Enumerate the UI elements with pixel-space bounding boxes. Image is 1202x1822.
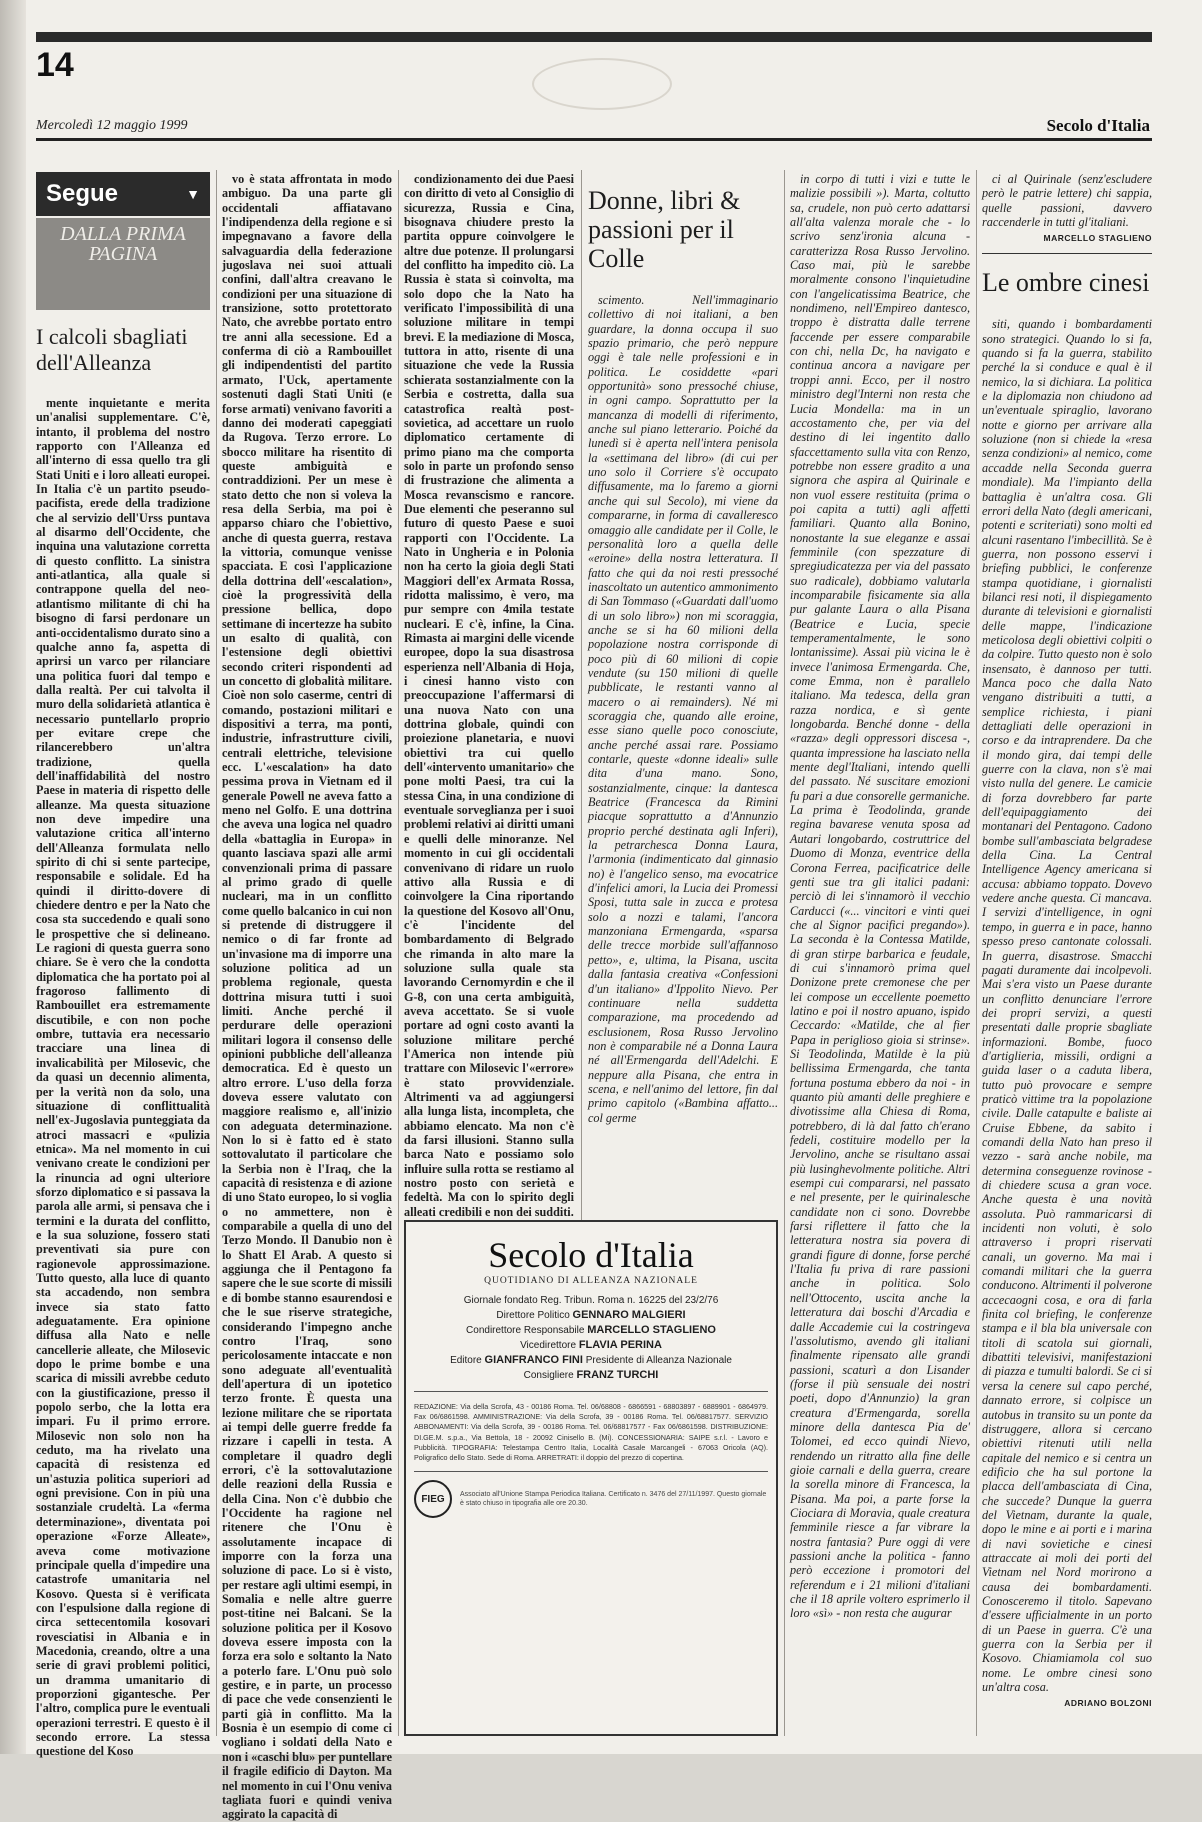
segue-banner xyxy=(36,172,210,216)
archive-stamp xyxy=(532,58,672,110)
article-signature: MARCELLO STAGLIENO xyxy=(1043,233,1152,244)
column-4 xyxy=(588,172,778,1212)
page-number: 14 xyxy=(36,46,74,84)
header-rule xyxy=(36,138,1152,141)
column-divider xyxy=(216,170,217,1736)
adviser-name: FRANZ TURCHI xyxy=(576,1369,659,1381)
article-body-continued: ci al Quirinale (senz'escludere però le patrie lettere) chi sappia, quelle passioni, davvero raccenderle in tutti gl'italiani. xyxy=(982,172,1152,230)
masthead-footer xyxy=(414,1480,768,1518)
article-body-continued: vo è stata affrontata in modo ambiguo. Da una parte gli occidentali affiatavano l'indipendenza della regione e si impegnavano a favore della salvaguardia della federazione jugoslava nei suoi attuali confini, dall'altra creavano le condizioni per una situazione di transizione, sotto protettorato Nato, che avrebbe portato entro tre anni alla secessione. Ed a conferma di ciò a Rambouillet gli indipendentisti del partito armato, l'Uck, apertamente sostenuti dagli Stati Uniti (e forse armati) venivano favoriti a danno dei moderati capeggiati da Rugova. Terzo errore. Lo sbocco militare ha risentito di queste ambiguità e contraddizioni. Per un mese è stato detto che non si voleva la resa della Serbia, ma poi è apparso chiaro che l'obiettivo, anche di questa guerra, restava la vittoria, comunque venisse spacciata. E così l'applicazione della dottrina dell'«escalation», cioè la progressività della pressione bellica, dopo settimane di incertezze ha subito un esalto di qualità, con l'estensione degli obiettivi secondo criteri rispondenti ad un concetto di globalità militare. Cioè non solo caserme, centri di comando, postazioni militari e dispositivi a terra, ma ponti, industrie, infrastrutture civili, centrali elettriche, televisione ecc. L'«escalation» ha dato pessima prova in Vietnam ed il generale Powell ne aveva fatto a meno nel Golfo. E una dottrina che aveva una logica nel quadro della «battaglia in Europa» in quanto lasciava spazi alle armi convenzionali prima di passare al primo grado di quelle nucleari, ma in un conflitto come quello balcanico in cui non si pretende di distruggere il nemico o di far fronte ad un'invasione ma di imporre una soluzione politica ad un problema regionale, questa dottrina misura tutti i suoi limiti. Anche perché il perdurare delle operazioni militari logora il consenso delle opinioni pubbliche dell'alleanza democratica. Ed è questo un altro errore. L'uso della forza doveva essere valutato con maggiore realismo e, all'inizio con adeguata determinazione. Non lo si è fatto ed è stato sottovalutato il particolare che la Serbia non è l'Iraq, che la capacità di resistenza e di azione di uno Stato europeo, lo si voglia o no ammettere, non è comparabile a quella di uno del Terzo Mondo. Il Danubio non è lo Shatt El Arab. A questo si aggiunga che il Pentagono fa sapere che le sue scorte di missili e di bombe stanno esaurendosi e che le sue riserve strategiche, considerando l'impegno anche contro l'Iraq, sono pericolosamente intaccate e non sono adeguate all'eventualità dell'apertura di un ipotetico terzo fronte. È questa una lezione militare che se riportata ai tempi delle guerre fredde fa rizzare i capelli in testa. A completare il quadro degli errori, c'è la sottovalutazione delle reazioni della Russia e della Cina. Non c'è dubbio che l'Occidente ha ragione nel ritenere che l'Onu è assolutamente incapace di imporre con la forza una soluzione di pace. Lo si è visto, per restare agli ultimi esempi, in Somalia e nelle altre guerre post-titine nei Balcani. Se la soluzione politica per il Kosovo doveva essere imposta con la forza era solo e soltanto la Nato a poterlo fare. L'Onu può solo gestire, e in parte, un processo di pace che vede consenzienti le parti già in conflitto. Ma la Bosnia è un esempio di come ci vogliano i soldati della Nato e non i «caschi blu» per puntellare il fragile edificio di Dayton. Ma nel momento in cui l'Onu veniva tagliata fuori e quindi veniva aggirato la capacità di xyxy=(222,172,392,1822)
dalla-prima-pagina: DALLA PRIMA PAGINA xyxy=(36,218,210,310)
article-body: mente inquietante e merita un'analisi supplementare. C'è, intanto, il problema del nostro rapporto con l'Alleanza ed all'interno di essa quello tra gli Stati Uniti e i loro alleati europei. In Italia c'è un partito pseudo-pacifista, erede della tradizione che al servizio dell'Urss puntava al disarmo dell'Occidente, che inquina una valutazione corretta di questo conflitto. La sinistra anti-atlantica, alla quale si contrappone quella del neo-atlantismo militante di chi ha bisogno di farsi perdonare un anti-occidentalismo durato sino a qualche anno fa, aspetta di aprirsi un varco per rilanciare una politica fuori dal tempo e dalla realtà. Per cui talvolta il muro della solidarietà atlantica è necessario puntellarlo proprio per evitare crepe che rilancerebbero un'altra tradizione, quella dell'inaffidabilità del nostro Paese in materia di rispetto delle alleanze. Ma questa situazione non deve impedire una valutazione critica all'interno dell'Alleanza formulata nello spirito di chi si sente partecipe, responsabile e solidale. Ed ha quindi il diritto-dovere di chiedere dentro e per la Nato che cosa sta succedendo e quali sono le prospettive che si delineano. Le ragioni di questa guerra sono chiare. Se è vero che la condotta diplomatica che ha portato poi al fragoroso fallimento di Rambouillet era estremamente discutibile, e con non poche ombre, tuttavia era necessario tracciare una linea di invalicabilità per Milosevic, che da quasi un decennio alimenta, per la verità non da solo, una situazione di conflittualità nell'ex-Jugoslavia punteggiata da atroci massacri e «pulizia etnica». Ma nel momento in cui venivano create le condizioni per la rinuncia ad ogni ulteriore sforzo diplomatico e si passava la parola alle armi, si pensava che i termini e la durata del conflitto, e la sua soluzione, fossero stati preventivati sia pure con ragionevole approssimazione. Tutto questo, alla luce di quanto sta accadendo, non sembra invece sia stato fatto adeguatamente. Era opinione diffusa alla Nato e nelle cancellerie alleate, che Milosevic dopo le prime bombe e una scarica di missili avrebbe ceduto con la giustificazione, presso il popolo serbo, che la lotta era impari. Fu il primo errore. Milosevic non solo non ha ceduto, ma ha rivelato una capacità di resistenza ed un'astuzia politica superiori ad ogni previsione. Con in più una sostanziale crudeltà. La «ferma determinazione», diventata poi operazione «Forze Alleate», aveva come motivazione principale quella d'impedire una catastrofe umanitaria nel Kosovo. Questa si è verificata con l'espulsione dalla regione di circa settecentomila kosovari rovesciatisi in Albania e in Macedonia, creando, oltre a una serie di gravi problemi politici, un dramma umanitario di proporzioni gigantesche. Per l'altro, complica pure le eventuali operazioni terrestri. E questo è il secondo errore. La stessa questione del Koso xyxy=(36,396,210,1759)
editor-name: GIANFRANCO FINI xyxy=(484,1354,583,1366)
director-label: Direttore Politico xyxy=(496,1310,570,1321)
column-divider xyxy=(976,170,977,1736)
masthead-subtitle: QUOTIDIANO DI ALLEANZA NAZIONALE xyxy=(484,1276,698,1286)
masthead-info: REDAZIONE: Via della Scrofa, 43 - 00186 Roma. Tel. 06/68808 - 6866591 - 68803897 - 6889901 - 6864979. Fax 06/6861598. AMMINISTRAZIONE: Via della Scrofa, 39 - 00186 Roma. Tel. 06/68817577. SERVIZIO ABBONAMENTI: Via della Scrofa, 39 - 00186 Roma. Tel. 06/68817577 - Fax 06/6861598. DISTRIBUZIONE: DI.GE.M. s.p.a., Via Bettola, 18 - 20092 Cinisello B. (Mi). CONCESSIONARIA: SAIPE s.r.l. - Lavoro e Pubblicità. TIPOGRAFIA: Telestampa Centro Italia, Località Casale Marcangeli - 67063 Oricola (AQ). Poligrafico dello Stato. Sede di Roma. ARRETRATI: il doppio del prezzo di copertina. xyxy=(414,1402,768,1463)
masthead-rule xyxy=(414,1471,768,1472)
article-headline: I calcoli sbagliati dell'Alleanza xyxy=(36,324,188,375)
vice-label: Vicedirettore xyxy=(520,1340,577,1351)
running-masthead: Secolo d'Italia xyxy=(1046,116,1150,135)
editor-note: Presidente di Alleanza Nazionale xyxy=(585,1355,732,1366)
adviser-label: Consigliere xyxy=(523,1370,574,1381)
article-headline: Donne, libri & passioni per il Colle xyxy=(588,186,741,273)
editor-line xyxy=(406,1353,776,1368)
column-6 xyxy=(982,172,1152,1732)
article-headline: Le ombre cinesi xyxy=(982,268,1150,298)
article-separator xyxy=(982,253,1152,254)
coordinator-name: MARCELLO STAGLIENO xyxy=(587,1324,716,1336)
registration-line: Giornale fondato Reg. Tribun. Roma n. 16225 del 23/2/76 xyxy=(463,1295,719,1306)
page-fold-shadow xyxy=(0,0,26,1754)
coordinator-label: Condirettore Responsabile xyxy=(466,1325,585,1336)
director-name: GENNARO MALGIERI xyxy=(572,1309,686,1321)
column-5 xyxy=(790,172,970,1732)
masthead-title: Secolo d'Italia xyxy=(488,1235,694,1275)
article-body-continued: in corpo di tutti i vizi e tutte le malizie possibili »). Marta, coltutto sa, crudele, non può certo adattarsi all'alta valenza morale che - lo scrivo senz'ironia alcuna - caratterizza Rosa Russo Jervolino. Caso mai, più le sarebbe moralmente consono l'inquietudine con l'angelicatissima Beatrice, che nondimeno, nell'Empireo dantesco, troppo è distratta dalle terrene faccende per essere comparabile con chi, nella Dc, ha navigato e continua ancora a navigare per troppi anni. Ecco, per il nostro ministro degl'Interni non resta che Lucia Mondella: ma in un accostamento che, per via del destino di lei ingentito dallo sfaccettamento sulla vita con Renzo, potrebbe non essere gradito a una signora che aspira al Quirinale e non vuol essere restituita (prima o poi capita a tutti) agli affetti familiari. Quanto alla Bonino, nonostante la sue eleganze e assai femminile (con spezzature di spregiudicatezza per via del passato suo radicale), dobbiamo valutarla incomparabile fisicamente sia alla pur galante Laura o alla Pisana (Beatrice e Lucia, specie temperamentalmente, le sono lontanissime). Assai più vicina le è invece l'animosa Ermengarda. Che, come Emma, non è parallelo italiano. Ma tedesca, della gran razza nordica, e sì gente longobarda. Benché donne - della «razza» degli oppressori discesa -, quanta impressione ha lasciato nella mente degl'Italiani, intendo quelli del passato. Né suscitare emozioni fu pari a due consorelle germaniche. La prima è Teodolinda, grande regina bavarese venuta sposa ad Autari longobardo, costruttrice del Duomo di Monza, eventrice della Corona Ferrea, pacificatrice delle genti sue tra gli italici padani: perciò di lei s'innamorò il vecchio Carducci («... vincitori e vinti quei che al Signor pacifici pregando»). La seconda è la Contessa Matilde, di gran stirpe barbarica e feudale, di cui s'innamorò prima quel Donizone prete cremonese che per lei compose un eccellente poemetto latino e poi il nostro apuano, ispido Ceccardo: «Matilde, che al fier Papa in periglioso gioia si strinse». Si Teodolinda, Matilde è la più bellissima Ermengarda, che tanta fortuna postuma ebbero da noi - in quanto più amanti delle preghiere e divotissime alla Chiesa di Roma, potrebbero, di là dal fatto ch'erano fedeli, costituire modello per la Jervolino, anche se risultano assai più lusinghevolmente politiche. Altri esempi cui compararsi, nel passato e nel presente, per le quirinalesche candidate non ci sono. Dovrebbe farsi riflettere il fatto che la letteratura nostra sia povera di grandi figure di donne, forse perché l'Italia fu priva di rare passioni anche in politica. Solo nell'Ottocento, uscita anche la letteratura dai boschi d'Arcadia e dalle Accademie cui la costringeva l'assolutismo, avendo gli italiani finalmente ripensato alle grandi passioni, scaturì a don Lisander (forse il più sensuale dei nostri poeti, dopo d'Annunzio) la gran creatura d'Ermengarda, sorella minore della dantesca Pia de' Tolomei, ed ecco quindi Nievo, rendendo un ritratto alla fine delle gioie carnali e della guerra, creare la sorella minore di Francesca, la Pisana. Ma poi, a parte forse la Ciociara di Moravia, quale creatura femminile riesce a far vibrare la nostra fantasia? Pure oggi di vere passioni anche la politica - fanno però eccezione i promotori del referendum e i 21 milioni d'italiani che il 18 aprile voltero esprimerlo il loro «sì» - non resta che augurar xyxy=(790,172,970,1621)
article-body: scimento. Nell'immaginario collettivo di noi italiani, a ben guardare, la donna occupa il suo spazio primario, che però neppure oggi è tale nelle professioni e in politica. Le cosiddette «pari opportunità» sono pressoché chiuse, in ogni campo. Soprattutto per la mancanza di modelli di riferimento, anche sul piano letterario. Poiché da lunedì si è aperta nell'intera penisola la «settimana del libro» (di cui per uno solo il Corriere s'è occupato diffusamente, ma lo faremo a giorni anche qui sul Secolo), mi viene da compararne, in forma di cavalleresco omaggio alle candidate per il Colle, le personalità loro a quella delle «eroine» della nostra letteratura. Il fatto che qui da noi resti pressoché inascoltato un autentico ammonimento di San Tommaso («Guardati dall'uomo di un solo libro») non mi scoraggia, anche se si ha 60 milioni della popolazione nostra corrisponde di poco più di 60 milioni di copie vendute (su 150 milioni di quelle pubblicate, le restanti vanno al macero o ai remainders). Né mi scoraggia che, quando alle eroine, esse siano quelle poco conosciute, anche perché assai rare. Possiamo contarle, queste «donne ideali» sulle dita d'una mano. Sono, sostanzialmente, cinque: la dantesca Beatrice (Francesca da Rimini piacque soprattutto a d'Annunzio proprio perché destinata agli Inferi), la petrarchesca Donna Laura, l'armonia (indimenticato dal ginnasio no) è l'angelico senso, ma evocatrice d'infelici amori, la Lucia dei Promessi Sposi, tutta sale in zucca e protesa solo a nozzi e talami, l'ancora manzoniana Ermengarda, «sparsa delle trecce morbide sull'affannoso petto», e, ultima, la Pisana, uscita dalla fantasia creativa «Confessioni d'un italiano» d'Ippolito Nievo. Per continuare nella suddetta comparazione, ma procedendo ad esclusionem, Rosa Russo Jervolino non è comparabile né a Donna Laura né all'Ermengarda dell'Adelchi. E neppure alla Pisana, che entra in scena, e nell'animo del lettore, fin dal primo capitolo («Bambina affatto... col germe xyxy=(588,293,778,1125)
column-divider xyxy=(398,170,399,1736)
article-body: siti, quando i bombardamenti sono strategici. Quando lo si fa, quando si fa la guerra, stabilito perché la si conduce e qual è il nemico, la si dichiara. La politica e la diplomazia non chiudono ad un'eventuale spiraglio, lavorano notte e giorno per arrivare alla soluzione (non si chiede la «resa senza condizioni» al nemico, come accadde nella Seconda guerra mondiale). Ma l'impianto della battaglia è un'altra cosa. Gli errori della Nato (degli americani, potenti e scriteriati) sono molti ed alcuni rasentano l'imbecillità. Se è guerra, non possono esservi i briefing pubblici, le conferenze stampa quotidiane, i giornalisti bilanci resi noti, il dispiegamento durante di televisioni e giornalisti delle mappe, l'indicazione meticolosa degli obiettivi colpiti o da colpire. Tutto questo non è solo insensato, è dannoso per tutti. Manca poco che dalla Nato vengano distribuiti a tutti, a semplice richiesta, i piani dettagliati delle operazioni in corso e da intraprendere. Da che il mondo gira, dai tempi delle guerre con la clava, non s'è mai visto nulla del genere. Le camicie di forza dovrebbero far parte dell'equipaggiamento dei montanari del Pentagono. Cadono bombe sull'ambasciata belgradese della Cina. La Central Intelligence Agency americana si accusa: abbiamo toppato. Dovevo vedere anche questa. Ci mancava. I servizi d'intelligence, in ogni tempo, in guerra e in pace, hanno spesso preso cantonate colossali. In guerra, disastrose. Smacchi pagati duramente dai incolpevoli. Mai s'era visto un Paese durante un conflitto denunciare l'errore dei propri servizi, a questi presentati dalle proprie sbagliate informazioni. Bombe, fuoco d'artiglieria, missili, ordigni a guida laser o a caduta libera, tutto può provocare e sempre praticò vittime tra la popolazione civile. Dalle catapulte e baliste ai Cruise Ebbene, da sabito i comandi della Nato han preso il vezzo - sarà anche nobile, ma determina conseguenze rovinose - di chiedere scusa a gran voce. Anche questa è una novità assoluta. Può rammaricarsi di incidenti non voluti, è solo attraverso i propri riservati canali, un governo. Ma mai i comandi militari che la guerra conducono. Altrimenti il polverone accecaogni cosa, e ora di farla finita col briefing, le conferenze stampa e il bla bla universale con titoli di scatola sui giornali, dibattiti televisivi, manifestazioni di piazza e tumulti balordi. Se ci si versa la cenere sul capo perché, dannato errore, si colpisce un autobus in transito su un ponte da distruggere, allora si cercano obiettivi ritenuti utili nella capitale del nemico e si centra un edificio che ha sul portone la placca dell'ambasciata di Cina, che succede? Dunque la guerra del Vietnam, durante la quale, dopo le mine e ai porti e i marina di navi sovietiche e cinesi attraccate ai moli dei porti del Vietnam nel Nord morirono a causa dei bombardamenti. Conosceremo il titolo. Sapevano d'essere ufficialmente in un porto di un Paese in guerra. C'è una guerra con la Serbia per il Kosovo. Chiamiamola col suo nome. Le ombre cinesi sono un'altra cosa. xyxy=(982,317,1152,1695)
column-divider xyxy=(784,170,785,1736)
editor-label: Editore xyxy=(450,1355,482,1366)
article-signature: ADRIANO BOLZONI xyxy=(1064,1698,1152,1709)
coordinator-line xyxy=(406,1323,776,1338)
column-2 xyxy=(222,172,392,1822)
adviser-line xyxy=(406,1368,776,1383)
masthead-footnote: Associato all'Unione Stampa Periodica Italiana. Certificato n. 3476 del 27/11/1997. Questo giornale è stato chiuso in tipografia alle ore 20.30. xyxy=(460,1490,767,1508)
masthead-box xyxy=(404,1220,778,1736)
vice-line xyxy=(406,1338,776,1353)
down-triangle-icon: ▼ xyxy=(186,186,200,202)
vice-name: FLAVIA PERINA xyxy=(578,1339,662,1351)
masthead-rule xyxy=(414,1391,768,1392)
article-body-continued: condizionamento dei due Paesi con diritto di veto al Consiglio di sicurezza, Russia e Cina, bisognava chiudere presto la partita oppure coinvolgere le altre due potenze. Il prolungarsi del conflitto ha impedito ciò. La Russia è stata sì coinvolta, ma solo dopo che la Nato ha verificato l'impossibilità di una soluzione militare in tempi brevi. E la mediazione di Mosca, tuttora in atto, risente di una situazione che vede la Russia schierata sostanzialmente con la Serbia e costretta, dalla sua catastrofica realtà post-sovietica, ad accettare un ruolo diplomatico certamente di primo piano ma che comporta solo in parte un profondo senso di frustrazione che alimenta a Mosca revanscismo e rancore. Due elementi che peseranno sul futuro di questo Paese e suoi rapporti con l'Occidente. La Nato in Ungheria e in Polonia non ha certo la gioia degli Stati Maggiori dell'ex Armata Rossa, ridotta malissimo, è vero, ma pur sempre con 4mila testate nucleari. E c'è, infine, la Cina. Rimasta ai margini delle vicende europee, dopo la sua disastrosa esperienza nell'Albania di Hoja, i cinesi hanno visto con preoccupazione l'affermarsi di una nuova Nato con una dottrina globale, quindi con proiezione planetaria, e nuovi obiettivi tra cui quello dell'«intervento umanitario» che pone molti Paesi, tra cui la stessa Cina, in una condizione di eventuale sorveglianza per i suoi problemi relativi ai diritti umani e quelli delle minoranze. Nel momento in cui gli occidentali convenivano di ridare un ruolo attivo alla Russia e di coinvolgere la Cina riportando la questione del Kosovo all'Onu, c'è l'incidente del bombardamento di Belgrado che rimanda in alto mare la soluzione sulla quale sta lavorando Cernomyrdin e che il G-8, con una certa ambiguità, aveva accettato. Se si vuole portare ad ogni costo avanti la soluzione militare perché l'America non intende più trattare con Milosevic l'«errore» è stato provvidenziale. Altrimenti va ad aggiungersi alla lunga lista, incompleta, che abbiamo elencato. Ma non c'è da farsi illusioni. Stanno sulla barca Nato e possiamo solo influire sulla rotta se restiamo al nostro posto con serietà e fedeltà. Ma con lo spirito degli alleati credibili e non dei sudditi. xyxy=(404,172,574,1219)
dateline: Mercoledì 12 maggio 1999 xyxy=(36,118,188,133)
fieg-logo-icon: FIEG xyxy=(414,1480,452,1518)
column-1 xyxy=(36,172,210,1759)
director-line xyxy=(406,1308,776,1323)
top-rule xyxy=(36,32,1152,42)
segue-label: Segue xyxy=(46,180,119,207)
column-3 xyxy=(404,172,574,1219)
